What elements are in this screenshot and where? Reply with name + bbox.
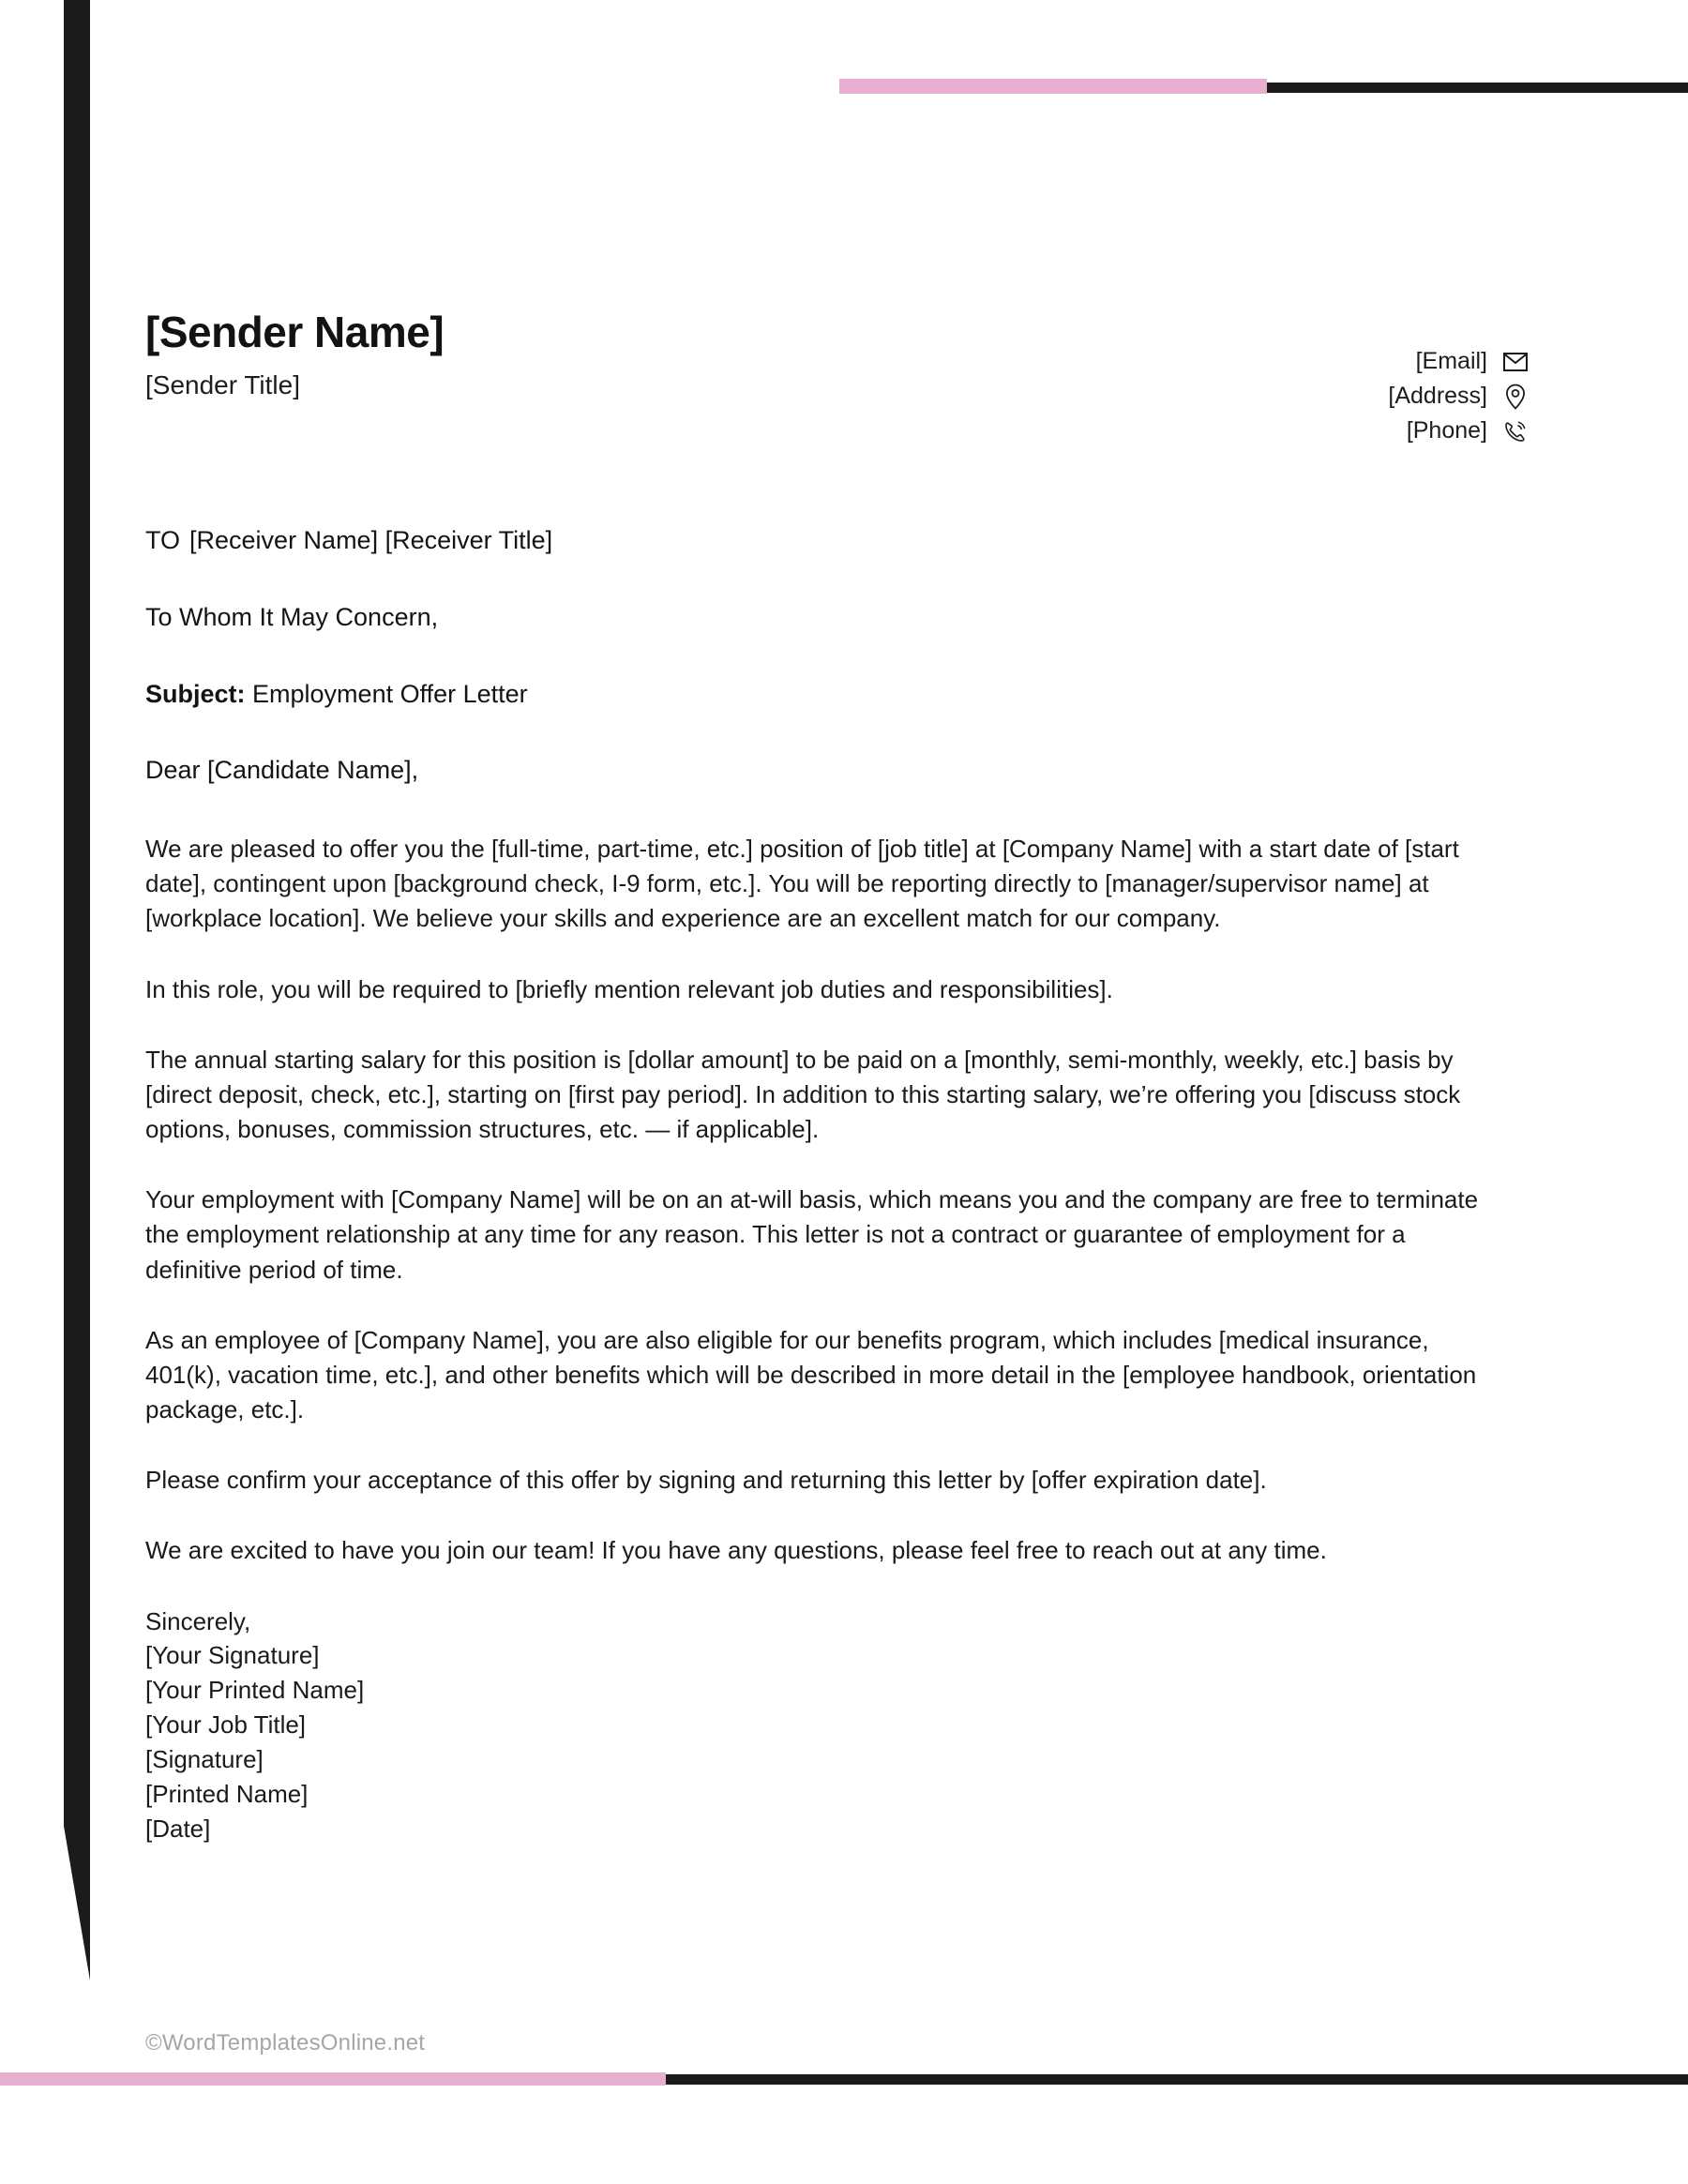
signature-line: [Your Signature] [145, 1641, 320, 1670]
body-paragraph: Your employment with [Company Name] will be on an at-will basis, which means you and the company are free to terminate the employment relationship at any time for any reason. This letter is not a contract or guarantee of employment for a definitive period of time. [145, 1185, 1479, 1284]
envelope-icon [1502, 349, 1529, 375]
contact-email-text: [Email] [1415, 348, 1487, 375]
body-paragraph: We are pleased to offer you the [full-time, part-time, etc.] position of [job title] at [Company Name] with a start date of [start date], contingent upon [background check, I-9 form, etc.]. You will be reporting directly to [manager/supervisor name] at [workplace location]. We believe your skills and experience are an excellent match for our company. [145, 835, 1459, 933]
body-paragraph: The annual starting salary for this position is [dollar amount] to be paid on a [monthly, semi-monthly, weekly, etc.] basis by [direct deposit, check, etc.], starting on [first pay period]. In addition to this starting salary, we’re offering you [discuss stock options, bonuses, commission structures, etc. — if applicable]. [145, 1045, 1461, 1144]
contact-phone-text: [Phone] [1406, 417, 1487, 444]
sender-name: [Sender Name] [145, 308, 445, 356]
top-pink-accent-bar [839, 79, 1267, 94]
signature-line: [Date] [145, 1815, 211, 1844]
subject-value: Employment Offer Letter [252, 679, 528, 708]
body-paragraph: We are excited to have you join our team! If you have any questions, please feel free to reach out at any time. [145, 1536, 1327, 1565]
body-paragraph: As an employee of [Company Name], you are also eligible for our benefits program, which includes [medical insurance, 401(k), vacation time, etc.], and other benefits which will be described in more detail in the [employee handbook, orientation package, etc.]. [145, 1325, 1477, 1424]
signature-block [145, 1604, 1496, 1846]
subject-label: Subject: [145, 679, 246, 708]
recipient-line [145, 525, 1496, 557]
to-value: [Receiver Name] [Receiver Title] [189, 526, 553, 554]
location-pin-icon [1502, 384, 1529, 410]
bottom-black-accent-bar [666, 2074, 1688, 2085]
bottom-pink-accent-bar [0, 2072, 666, 2086]
signature-line: Sincerely, [145, 1606, 251, 1635]
contact-row-email [1416, 349, 1529, 375]
contact-block [1388, 349, 1529, 444]
contact-address-text: [Address] [1388, 383, 1487, 410]
phone-icon [1502, 418, 1529, 444]
subject-line [145, 679, 1496, 711]
salutation-line: To Whom It May Concern, [145, 602, 439, 631]
letterhead [145, 309, 1505, 399]
letter-body [145, 525, 1496, 1846]
signature-line: [Your Printed Name] [145, 1676, 365, 1705]
signature-line: [Your Job Title] [145, 1710, 307, 1740]
left-vertical-black-bar [64, 0, 90, 1981]
signature-line: [Signature] [145, 1745, 264, 1774]
signature-line: [Printed Name] [145, 1780, 309, 1809]
body-paragraph: Please confirm your acceptance of this offer by signing and returning this letter by [offer expiration date]. [145, 1466, 1267, 1495]
sender-title: [Sender Title] [145, 369, 300, 399]
footer-watermark: ©WordTemplatesOnline.net [145, 2030, 426, 2056]
body-paragraph: In this role, you will be required to [briefly mention relevant job duties and responsibilities]. [145, 974, 1113, 1003]
contact-row-address [1388, 384, 1529, 410]
to-label: TO [145, 526, 181, 554]
contact-row-phone [1407, 418, 1529, 444]
top-black-accent-bar [1267, 83, 1688, 93]
greeting-line: Dear [Candidate Name], [145, 756, 419, 785]
